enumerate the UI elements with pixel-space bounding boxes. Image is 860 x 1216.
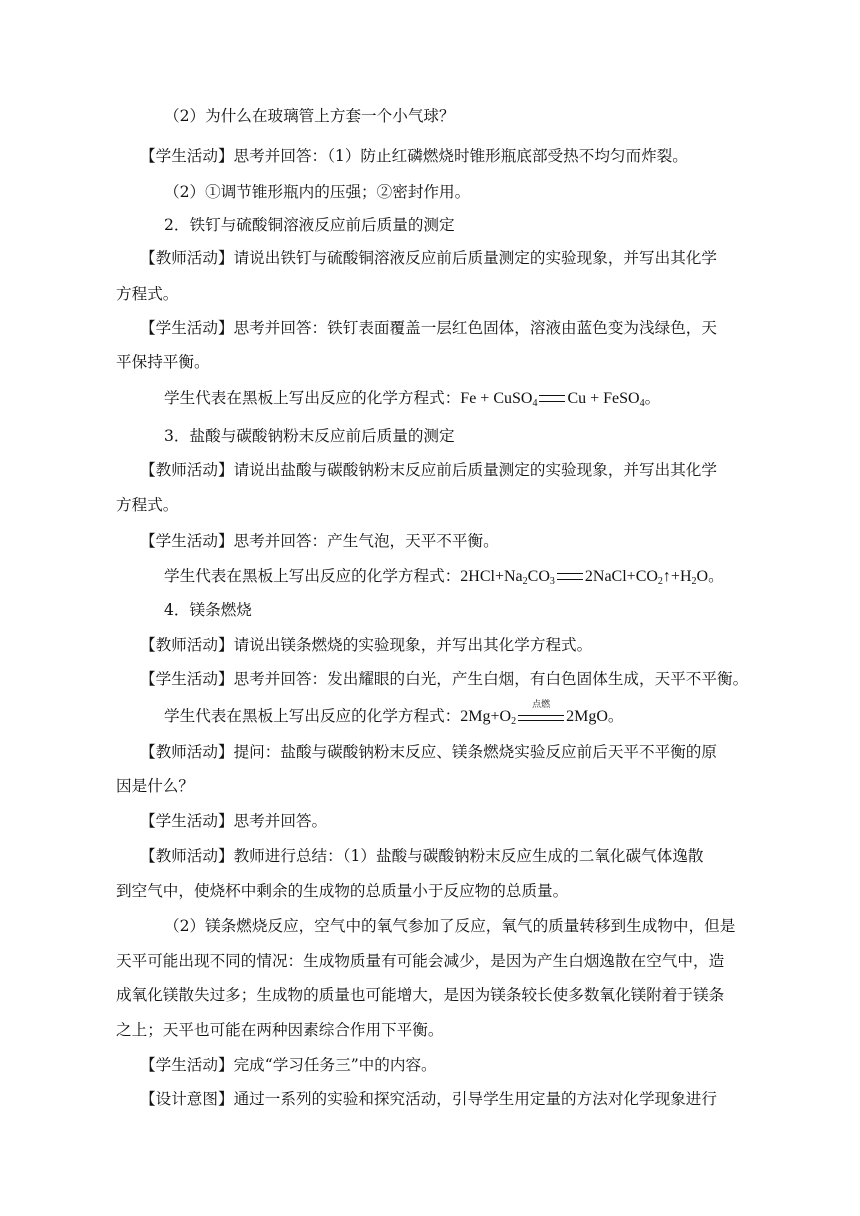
student-activity-answer-1: 【学生活动】思考并回答：（1）防止红磷燃烧时锥形瓶底部受热不均匀而炸裂。 [140, 147, 688, 165]
chemical-equation-2: $2HCl+Na_2CO_3$ $2NaCl+CO_2↑+H_2O$ [460, 568, 709, 587]
section-heading-3: 3．盐酸与碳酸钠粉末反应前后质量的测定 [164, 427, 455, 445]
equals-sign-icon [557, 573, 583, 580]
equation-intro: 学生代表在黑板上写出反应的化学方程式： [164, 389, 461, 407]
teacher-question-paragraph: 【教师活动】提问：盐酸与碳酸钠粉末反应、镁条燃烧实验反应前后天平不平衡的原 [140, 743, 717, 761]
question-2: （2）为什么在玻璃管上方套一个小气球？ [164, 107, 455, 125]
equation-line-2: 学生代表在黑板上写出反应的化学方程式：$2HCl+Na_2CO_3$ $2NaCl+CO_2↑+H_2O$。 [164, 567, 724, 587]
gas-arrow-icon: ↑ [662, 568, 671, 585]
student-activity-line-3: 【学生活动】思考并回答。 [140, 812, 328, 830]
student-activity-paragraph: 【学生活动】思考并回答：铁钉表面覆盖一层红色固体，溶液由蓝色变为浅绿色，天 [140, 319, 717, 337]
teacher-activity-paragraph-2-cont: 方程式。 [116, 496, 179, 514]
teacher-activity-paragraph: 【教师活动】请说出铁钉与硫酸铜溶液反应前后质量测定的实验现象，并写出其化学 [140, 249, 717, 267]
summary-point-2-cont-3: 之上；天平也可能在两种因素综合作用下平衡。 [116, 1021, 444, 1039]
teacher-activity-line: 【教师活动】请说出镁条燃烧的实验现象，并写出其化学方程式。 [140, 636, 593, 654]
teacher-question-paragraph-cont: 因是什么？ [116, 777, 194, 795]
equals-sign-icon [539, 395, 565, 402]
design-intent-paragraph: 【设计意图】通过一系列的实验和探究活动，引导学生用定量的方法对化学现象进行 [140, 1090, 717, 1108]
student-activity-line-4: 【学生活动】完成“学习任务三”中的内容。 [140, 1056, 437, 1074]
chemical-equation-3: $2Mg+O_2$ 点燃 2MgO [460, 699, 608, 727]
equation-intro: 学生代表在黑板上写出反应的化学方程式： [164, 707, 461, 725]
teacher-activity-paragraph-2: 【教师活动】请说出盐酸与碳酸钠粉末反应前后质量测定的实验现象，并写出其化学 [140, 461, 717, 479]
summary-point-2-cont-1: 天平可能出现不同的情况：生成物质量有可能会减少，是因为产生白烟逸散在空气中，造 [116, 952, 725, 970]
equals-sign-icon [518, 715, 564, 721]
equation-line-3: 学生代表在黑板上写出反应的化学方程式：$2Mg+O_2$ 点燃 2MgO。 [164, 699, 624, 727]
teacher-summary-paragraph: 【教师活动】教师进行总结：（1）盐酸与碳酸钠粉末反应生成的二氧化碳气体逸散 [140, 847, 704, 865]
student-activity-answer-2: （2）①调节锥形瓶内的压强；②密封作用。 [164, 183, 471, 201]
teacher-summary-paragraph-cont: 到空气中，使烧杯中剩余的生成物的总质量小于反应物的总质量。 [116, 882, 569, 900]
summary-point-2: （2）镁条燃烧反应，空气中的氧气参加了反应，氧气的质量转移到生成物中，但是 [164, 917, 736, 935]
section-heading-4: 4．镁条燃烧 [164, 601, 252, 619]
student-activity-line: 【学生活动】思考并回答：产生气泡，天平不平衡。 [140, 532, 499, 550]
student-activity-line-2: 【学生活动】思考并回答：发出耀眼的白光，产生白烟，有白色固体生成，天平不平衡。 [140, 670, 749, 688]
teacher-activity-paragraph-cont: 方程式。 [116, 285, 179, 303]
equation-intro: 学生代表在黑板上写出反应的化学方程式： [164, 567, 461, 585]
chemical-equation-1: Fe + CuSO$_4$ Cu + FeSO$_4$ [460, 390, 645, 409]
equation-line-1: 学生代表在黑板上写出反应的化学方程式：Fe + CuSO$_4$ Cu + FeSO$_4$。 [164, 389, 661, 409]
summary-point-2-cont-2: 成氧化镁散失过多；生成物的质量也可能增大，是因为镁条较长使多数氧化镁附着于镁条 [116, 986, 725, 1004]
reaction-condition: 点燃 [518, 707, 564, 727]
student-activity-paragraph-cont: 平保持平衡。 [116, 353, 210, 371]
section-heading-2: 2．铁钉与硫酸铜溶液反应前后质量的测定 [164, 216, 455, 234]
